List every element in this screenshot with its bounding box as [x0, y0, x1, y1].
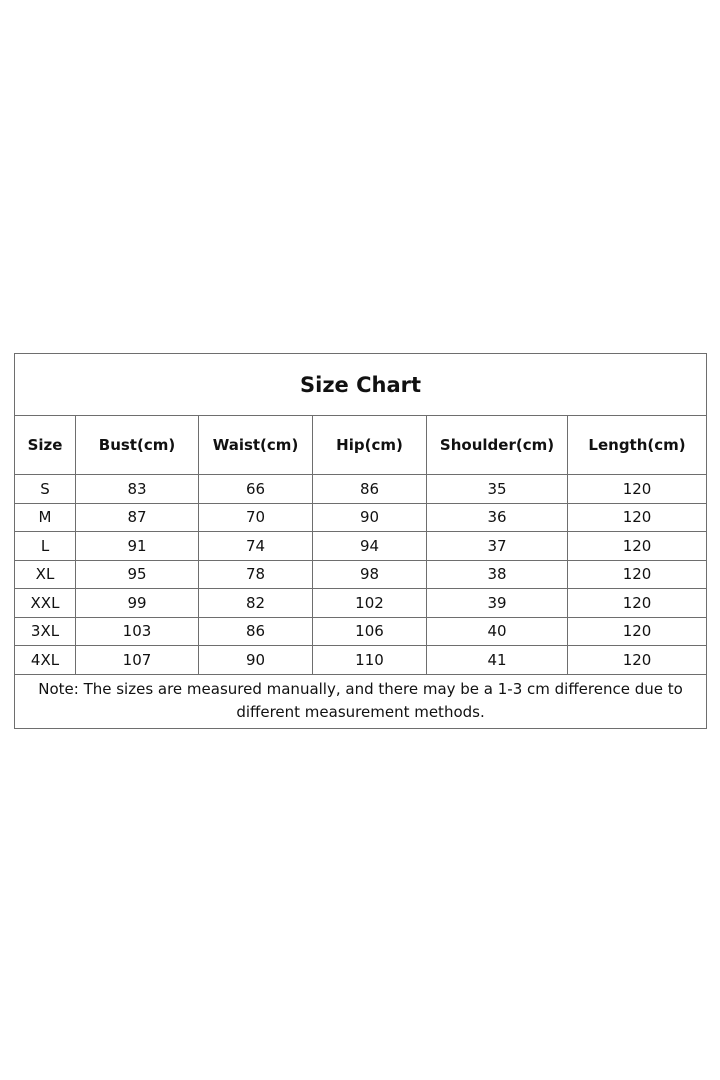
title-row [15, 354, 707, 416]
size-cell: M [15, 503, 76, 532]
waist-cell: 86 [199, 617, 313, 646]
length-cell: 120 [568, 560, 707, 589]
waist-cell: 82 [199, 589, 313, 618]
length-cell: 120 [568, 646, 707, 675]
size-chart-body [15, 354, 707, 729]
table-row [15, 503, 707, 532]
hip-cell: 110 [313, 646, 427, 675]
column-header-size: Size [15, 416, 76, 475]
length-cell: 120 [568, 589, 707, 618]
waist-cell: 78 [199, 560, 313, 589]
hip-cell: 94 [313, 532, 427, 561]
hip-cell: 102 [313, 589, 427, 618]
note-row [15, 674, 707, 728]
bust-cell: 103 [76, 617, 199, 646]
shoulder-cell: 36 [427, 503, 568, 532]
hip-cell: 106 [313, 617, 427, 646]
chart-title: Size Chart [15, 354, 707, 416]
shoulder-cell: 39 [427, 589, 568, 618]
column-header-length: Length(cm) [568, 416, 707, 475]
column-header-hip: Hip(cm) [313, 416, 427, 475]
shoulder-cell: 37 [427, 532, 568, 561]
column-header-shoulder: Shoulder(cm) [427, 416, 568, 475]
size-cell: 3XL [15, 617, 76, 646]
column-header-waist: Waist(cm) [199, 416, 313, 475]
bust-cell: 95 [76, 560, 199, 589]
waist-cell: 74 [199, 532, 313, 561]
bust-cell: 83 [76, 475, 199, 504]
size-chart-table [14, 353, 707, 729]
size-cell: XL [15, 560, 76, 589]
length-cell: 120 [568, 475, 707, 504]
size-cell: L [15, 532, 76, 561]
length-cell: 120 [568, 617, 707, 646]
shoulder-cell: 41 [427, 646, 568, 675]
shoulder-cell: 40 [427, 617, 568, 646]
table-row [15, 532, 707, 561]
size-cell: XXL [15, 589, 76, 618]
table-row [15, 617, 707, 646]
size-cell: S [15, 475, 76, 504]
waist-cell: 90 [199, 646, 313, 675]
table-row [15, 589, 707, 618]
header-row [15, 416, 707, 475]
waist-cell: 66 [199, 475, 313, 504]
hip-cell: 98 [313, 560, 427, 589]
table-row [15, 475, 707, 504]
size-cell: 4XL [15, 646, 76, 675]
waist-cell: 70 [199, 503, 313, 532]
bust-cell: 107 [76, 646, 199, 675]
hip-cell: 86 [313, 475, 427, 504]
shoulder-cell: 38 [427, 560, 568, 589]
bust-cell: 99 [76, 589, 199, 618]
length-cell: 120 [568, 503, 707, 532]
measurement-note: Note: The sizes are measured manually, and there may be a 1-3 cm difference due to different measurement methods. [15, 674, 707, 728]
bust-cell: 87 [76, 503, 199, 532]
shoulder-cell: 35 [427, 475, 568, 504]
length-cell: 120 [568, 532, 707, 561]
column-header-bust: Bust(cm) [76, 416, 199, 475]
bust-cell: 91 [76, 532, 199, 561]
hip-cell: 90 [313, 503, 427, 532]
table-row [15, 560, 707, 589]
table-row [15, 646, 707, 675]
